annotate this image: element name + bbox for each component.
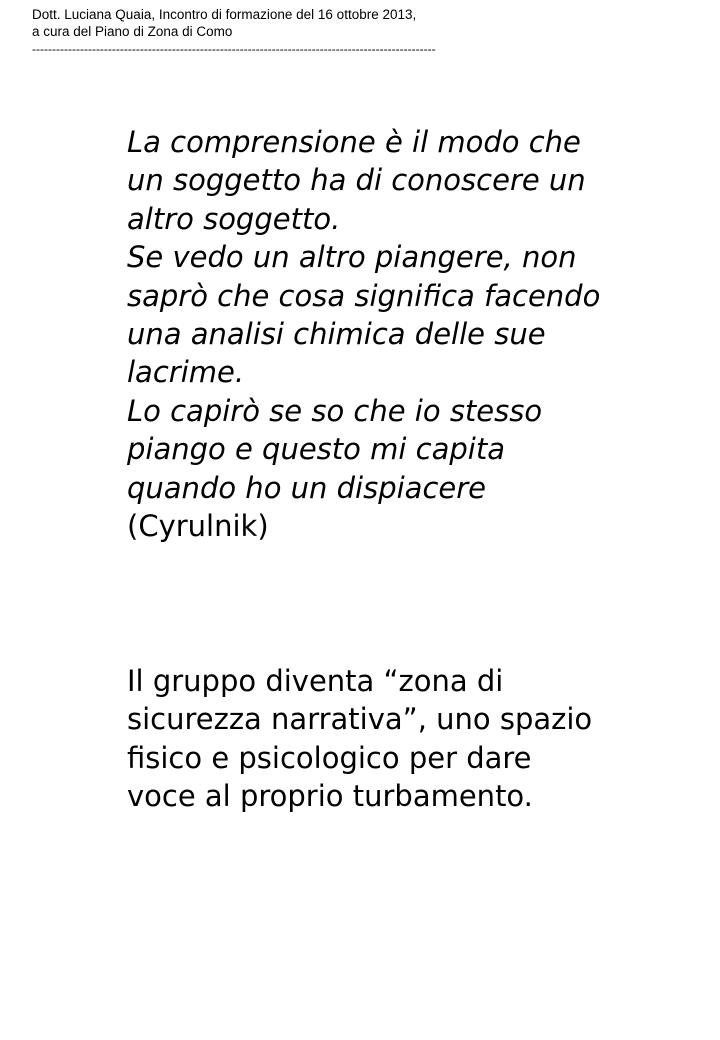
quote-line: un soggetto ha di conoscere un [127,163,586,198]
group-paragraph [127,662,687,816]
cyrulnik-quote [127,123,687,545]
quote-line: La comprensione è il modo che [127,125,581,159]
page-header [32,6,502,56]
quote-line: saprò che cosa significa facendo [127,278,601,313]
header-organizer-line: a cura del Piano di Zona di Como [32,24,233,39]
quote-line: Lo capirò se so che io stesso [127,393,543,428]
quote-line: altro soggetto. [127,201,341,236]
quote-line: Se vedo un altro piangere, non [127,240,577,275]
paragraph-line: Il gruppo diventa “zona di [127,664,504,698]
paragraph-line: voce al proprio turbamento. [127,779,533,814]
quote-line: quando ho un dispiacere [127,470,486,505]
paragraph-line: fisico e psicologico per dare [127,740,532,775]
quote-line: una analisi chimica delle sue [127,317,546,352]
header-author-line: Dott. Luciana Quaia, Incontro di formazione del 16 ottobre 2013, [32,7,417,22]
header-divider: ----------------------------------------------------------------------------------------------------- [32,42,436,56]
quote-line: lacrime. [127,355,245,390]
paragraph-line: sicurezza narrativa”, uno spazio [127,702,593,737]
quote-line: piango e questo mi capita [127,432,505,467]
quote-attribution: (Cyrulnik) [127,509,269,544]
